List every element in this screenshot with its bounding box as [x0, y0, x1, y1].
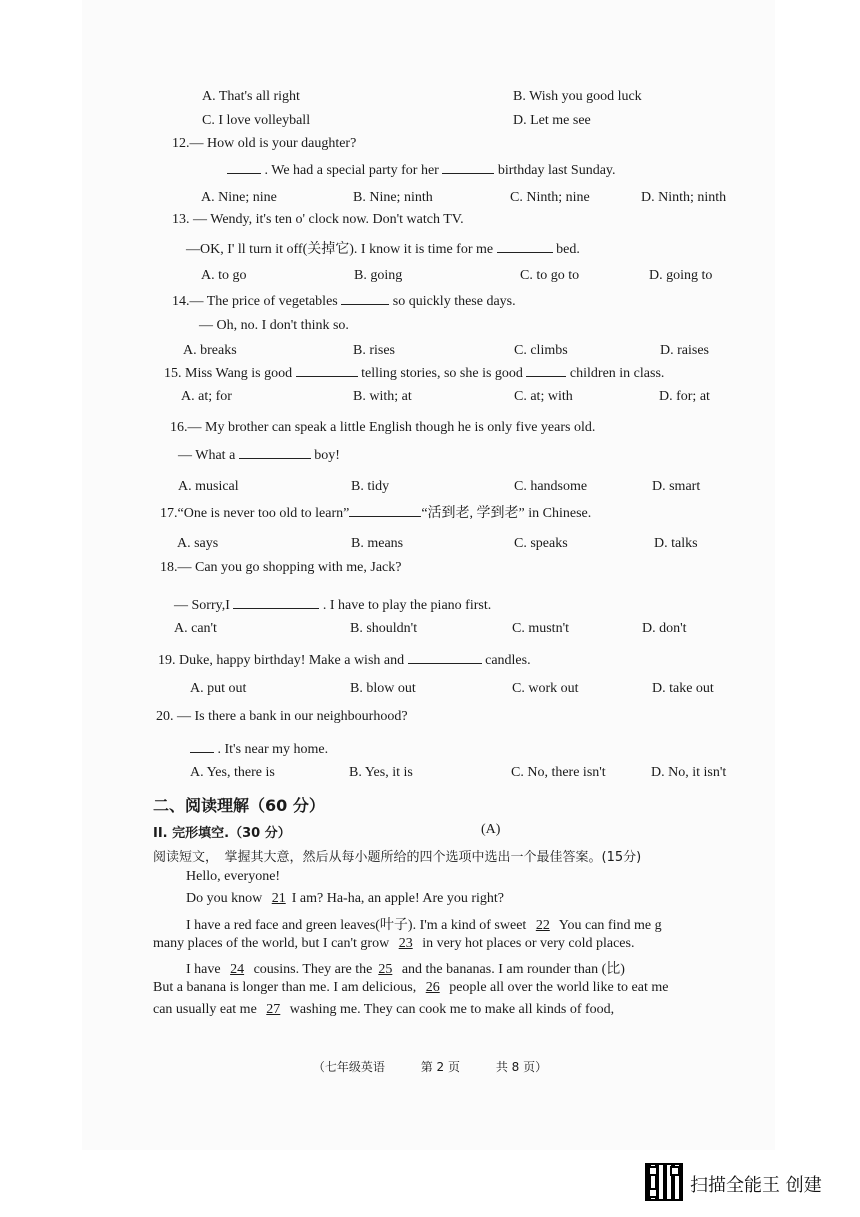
blank — [526, 364, 566, 377]
blank — [341, 292, 389, 305]
blank — [190, 740, 214, 753]
q15-option-a: A. at; for — [181, 389, 232, 404]
q12-option-a: A. Nine; nine — [201, 190, 277, 205]
q17-option-c: C. speaks — [514, 536, 568, 551]
q20-stem — [156, 709, 408, 725]
q13-line2 — [186, 238, 580, 258]
q14-stem — [172, 292, 516, 310]
q20-line2 — [190, 740, 328, 758]
q16-text-a: — What a — [178, 448, 236, 463]
q18-stem — [160, 560, 401, 576]
passage-line-1: Hello, everyone! — [186, 869, 281, 884]
text: I have a red face and green leaves(叶子). I'm a kind of sweet — [186, 918, 527, 933]
q14-option-b: B. rises — [353, 343, 395, 358]
text: and the bananas. I am rounder than (比) — [401, 962, 625, 977]
q14-text-b: so quickly these days. — [392, 294, 516, 309]
q13-text-b: bed. — [556, 242, 580, 257]
instruction-text: 阅读短文， 掌握其大意，然后从每小题所给的四个选项中选出一个最佳答案。(15分) — [153, 850, 642, 865]
q12-text-a: . We had a special party for her — [264, 163, 439, 178]
text: many places of the world, but I can't grow — [153, 936, 390, 951]
q18-number: 18. — [160, 560, 178, 575]
blank-24: 24 — [230, 962, 245, 977]
q17-number: 17. — [160, 506, 178, 521]
q11-option-c: C. I love volleyball — [202, 113, 311, 128]
q20-option-b: B. Yes, it is — [349, 765, 413, 780]
footer-page: 第 2 页 — [420, 1060, 460, 1074]
q20-option-c: C. No, there isn't — [511, 765, 606, 780]
q12-stem — [172, 136, 356, 152]
q20-number: 20. — [156, 709, 174, 724]
q13-text-a: —OK, I' ll turn it off(关掉它). I know it is time for me — [186, 242, 494, 257]
blank-25: 25 — [378, 962, 393, 977]
text: people all over the world like to eat me — [449, 980, 669, 995]
q14-line2: — Oh, no. I don't think so. — [199, 318, 349, 333]
blank-23: 23 — [398, 936, 413, 951]
blank — [497, 240, 553, 253]
passage-line-3 — [186, 914, 662, 934]
q19-number: 19. — [158, 653, 176, 668]
subsection-title: II. 完形填空.（30 分） — [153, 826, 291, 841]
q20-question: — Is there a bank in our neighbourhood? — [177, 709, 408, 724]
text: I am? Ha-ha, an apple! Are you right? — [291, 891, 504, 906]
text: I have — [186, 962, 221, 977]
q16-option-a: A. musical — [178, 479, 239, 494]
passage-line-6 — [153, 980, 668, 996]
blank — [227, 161, 261, 174]
q19-option-c: C. work out — [512, 681, 579, 696]
footer-subject: （七年级英语 — [312, 1060, 385, 1074]
q16-option-b: B. tidy — [351, 479, 390, 494]
blank — [408, 651, 482, 664]
q18-option-c: C. mustn't — [512, 621, 569, 636]
q12-number: 12. — [172, 136, 190, 151]
q13-option-d: D. going to — [649, 268, 713, 283]
q15-option-d: D. for; at — [659, 389, 710, 404]
q20-text: . It's near my home. — [217, 742, 329, 757]
q18-question: — Can you go shopping with me, Jack? — [177, 560, 402, 575]
q16-line2 — [178, 446, 340, 464]
q13-number: 13. — [172, 212, 190, 227]
q20-option-a: A. Yes, there is — [190, 765, 275, 780]
blank — [233, 596, 319, 609]
blank — [296, 364, 358, 377]
q17-option-b: B. means — [351, 536, 404, 551]
q12-question: — How old is your daughter? — [189, 136, 357, 151]
blank-21: 21 — [271, 891, 286, 906]
q17-option-d: D. talks — [654, 536, 698, 551]
q18-text-a: — Sorry,I — [174, 598, 230, 613]
q13-option-c: C. to go to — [520, 268, 580, 283]
q19-text-b: candles. — [485, 653, 531, 668]
text: in very hot places or very cold places. — [422, 936, 635, 951]
q18-option-b: B. shouldn't — [350, 621, 418, 636]
q15-stem — [164, 364, 664, 382]
q19-stem — [158, 651, 531, 669]
q12-option-b: B. Nine; ninth — [353, 190, 433, 205]
section-title: 二、阅读理解（60 分） — [153, 796, 325, 815]
text: You can find me g — [558, 918, 662, 933]
q16-option-c: C. handsome — [514, 479, 588, 494]
q19-option-a: A. put out — [190, 681, 247, 696]
passage-line-5 — [186, 958, 625, 978]
q15-text-b: telling stories, so she is good — [361, 366, 523, 381]
q15-text-c: children in class. — [569, 366, 665, 381]
q14-option-a: A. breaks — [183, 343, 237, 358]
q12-text-b: birthday last Sunday. — [497, 163, 616, 178]
passage-line-2 — [186, 891, 504, 907]
footer-total: 共 8 页） — [495, 1060, 548, 1074]
q18-text-b: . I have to play the piano first. — [322, 598, 492, 613]
text: washing me. They can cook me to make all kinds of food, — [289, 1002, 615, 1017]
blank-27: 27 — [266, 1002, 281, 1017]
q17-text-a: “One is never too old to learn” — [177, 506, 350, 521]
page-footer — [0, 1058, 860, 1075]
text: cousins. They are the — [253, 962, 373, 977]
q11-option-d: D. Let me see — [513, 113, 591, 128]
q16-text-b: boy! — [314, 448, 340, 463]
blank-22: 22 — [535, 918, 550, 933]
q17-text-b: “活到老, 学到老” in Chinese. — [421, 506, 592, 521]
passage-line-4 — [153, 936, 634, 952]
q17-option-a: A. says — [177, 536, 219, 551]
blank — [239, 446, 311, 459]
q12-option-d: D. Ninth; ninth — [641, 190, 727, 205]
q14-option-d: D. raises — [660, 343, 709, 358]
q16-option-d: D. smart — [652, 479, 701, 494]
passage-line-7 — [153, 1002, 614, 1018]
q16-question: — My brother can speak a little English though he is only five years old. — [187, 420, 596, 435]
q20-option-d: D. No, it isn't — [651, 765, 727, 780]
q18-option-d: D. don't — [642, 621, 687, 636]
q19-option-d: D. take out — [652, 681, 714, 696]
scanner-watermark: 扫描全能王 创建 — [690, 1175, 822, 1196]
q18-line2 — [174, 596, 491, 614]
q19-option-b: B. blow out — [350, 681, 416, 696]
q14-number: 14. — [172, 294, 190, 309]
q16-stem — [170, 420, 595, 436]
q15-text-a: Miss Wang is good — [185, 366, 293, 381]
q14-option-c: C. climbs — [514, 343, 568, 358]
q15-option-c: C. at; with — [514, 389, 573, 404]
q13-stem — [172, 212, 464, 228]
text: can usually eat me — [153, 1002, 257, 1017]
q19-text-a: Duke, happy birthday! Make a wish and — [179, 653, 405, 668]
q13-question: — Wendy, it's ten o' clock now. Don't watch TV. — [193, 212, 464, 227]
q12-option-c: C. Ninth; nine — [510, 190, 590, 205]
blank — [442, 161, 494, 174]
q15-number: 15. — [164, 366, 182, 381]
q13-option-b: B. going — [354, 268, 403, 283]
q11-option-b: B. Wish you good luck — [513, 89, 642, 104]
q14-text-a: — The price of vegetables — [189, 294, 338, 309]
text: Do you know — [186, 891, 263, 906]
passage-label: (A) — [481, 822, 501, 837]
q17-stem — [160, 502, 591, 522]
q13-option-a: A. to go — [201, 268, 247, 283]
q12-line2 — [227, 161, 616, 179]
q11-option-a: A. That's all right — [202, 89, 300, 104]
qr-code-icon — [645, 1163, 683, 1201]
text: But a banana is longer than me. I am delicious, — [153, 980, 417, 995]
q16-number: 16. — [170, 420, 188, 435]
q15-option-b: B. with; at — [353, 389, 412, 404]
blank-26: 26 — [425, 980, 440, 995]
q18-option-a: A. can't — [174, 621, 217, 636]
blank — [349, 504, 421, 517]
